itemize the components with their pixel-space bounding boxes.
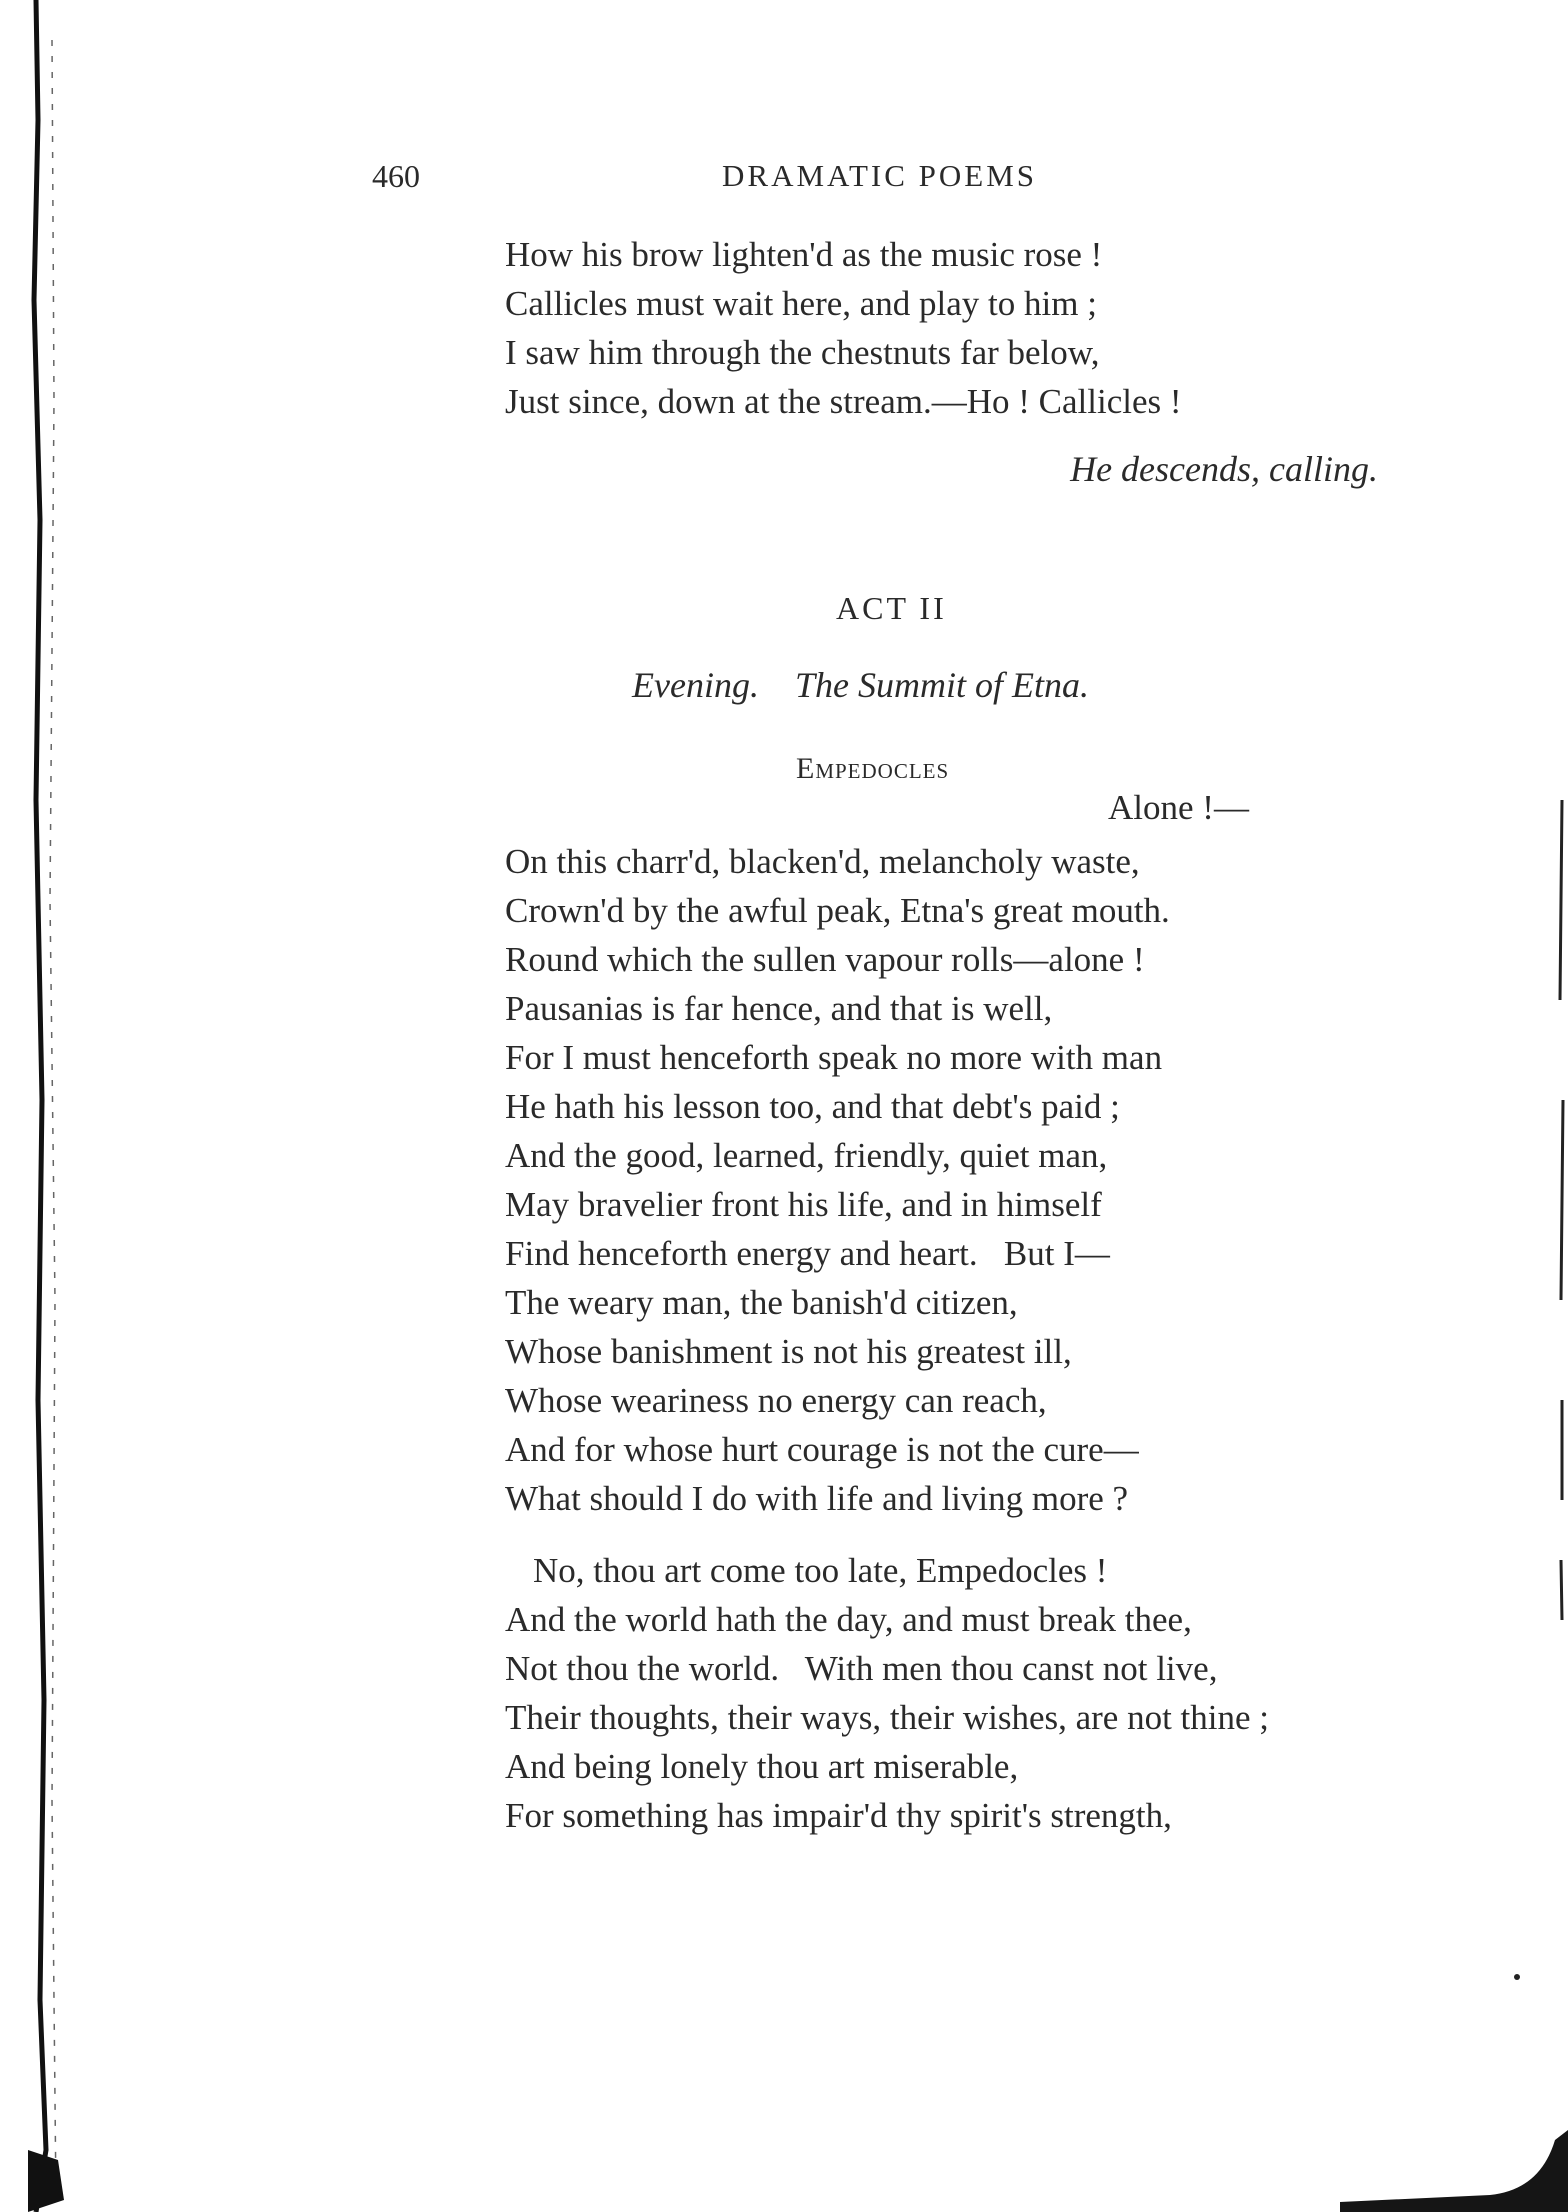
act-heading: ACT II [836, 590, 947, 626]
verse-line: He hath his lesson too, and that debt's paid ; [505, 1087, 1120, 1126]
verse-line: Pausanias is far hence, and that is well, [505, 989, 1053, 1028]
scene-heading: Evening. The Summit of Etna. [632, 665, 1089, 705]
verse-line: No, thou art come too late, Empedocles ! [533, 1551, 1108, 1590]
verse-line: Just since, down at the stream.—Ho ! Callicles ! [505, 382, 1182, 421]
verse-line: Their thoughts, their ways, their wishes, are not thine ; [505, 1698, 1270, 1737]
opening-lines [505, 230, 1435, 426]
page-number: 460 [372, 158, 420, 194]
verse-line: Not thou the world. With men thou canst not live, [505, 1649, 1218, 1688]
ink-speck [1514, 1974, 1520, 1980]
page-corner-shadow [1340, 2120, 1568, 2212]
verse-line: Callicles must wait here, and play to him ; [505, 284, 1097, 323]
speech-2 [505, 1546, 1435, 1840]
running-head [372, 158, 1092, 198]
verse-line: And the good, learned, friendly, quiet man, [505, 1136, 1108, 1175]
verse-line: Round which the sullen vapour rolls—alone ! [505, 940, 1145, 979]
verse-line: On this charr'd, blacken'd, melancholy waste, [505, 842, 1140, 881]
verse-line: The weary man, the banish'd citizen, [505, 1283, 1018, 1322]
verse-line: And for whose hurt courage is not the cure— [505, 1430, 1139, 1469]
verse-line: Whose weariness no energy can reach, [505, 1381, 1047, 1420]
verse-line: I saw him through the chestnuts far below, [505, 333, 1100, 372]
speech-first-line: Alone !— [1108, 788, 1249, 827]
speaker-name: Empedocles [796, 752, 950, 785]
verse-line: Whose banishment is not his greatest ill, [505, 1332, 1072, 1371]
verse-line: For something has impair'd thy spirit's strength, [505, 1796, 1172, 1835]
verse-line: For I must henceforth speak no more with man [505, 1038, 1163, 1077]
verse-line: Find henceforth energy and heart. But I— [505, 1234, 1110, 1273]
running-title: DRAMATIC POEMS [722, 158, 1038, 193]
binding-edge-right [1548, 0, 1568, 2212]
verse-line: How his brow lighten'd as the music rose ! [505, 235, 1103, 274]
stage-direction: He descends, calling. [1070, 449, 1378, 489]
verse-line: And being lonely thou art miserable, [505, 1747, 1019, 1786]
verse-line: May bravelier front his life, and in himself [505, 1185, 1102, 1224]
speech-1 [505, 837, 1435, 1523]
verse-line: Crown'd by the awful peak, Etna's great mouth. [505, 891, 1170, 930]
verse-line: And the world hath the day, and must break thee, [505, 1600, 1192, 1639]
binding-edge-left [28, 0, 64, 2212]
verse-line: What should I do with life and living more ? [505, 1479, 1129, 1518]
